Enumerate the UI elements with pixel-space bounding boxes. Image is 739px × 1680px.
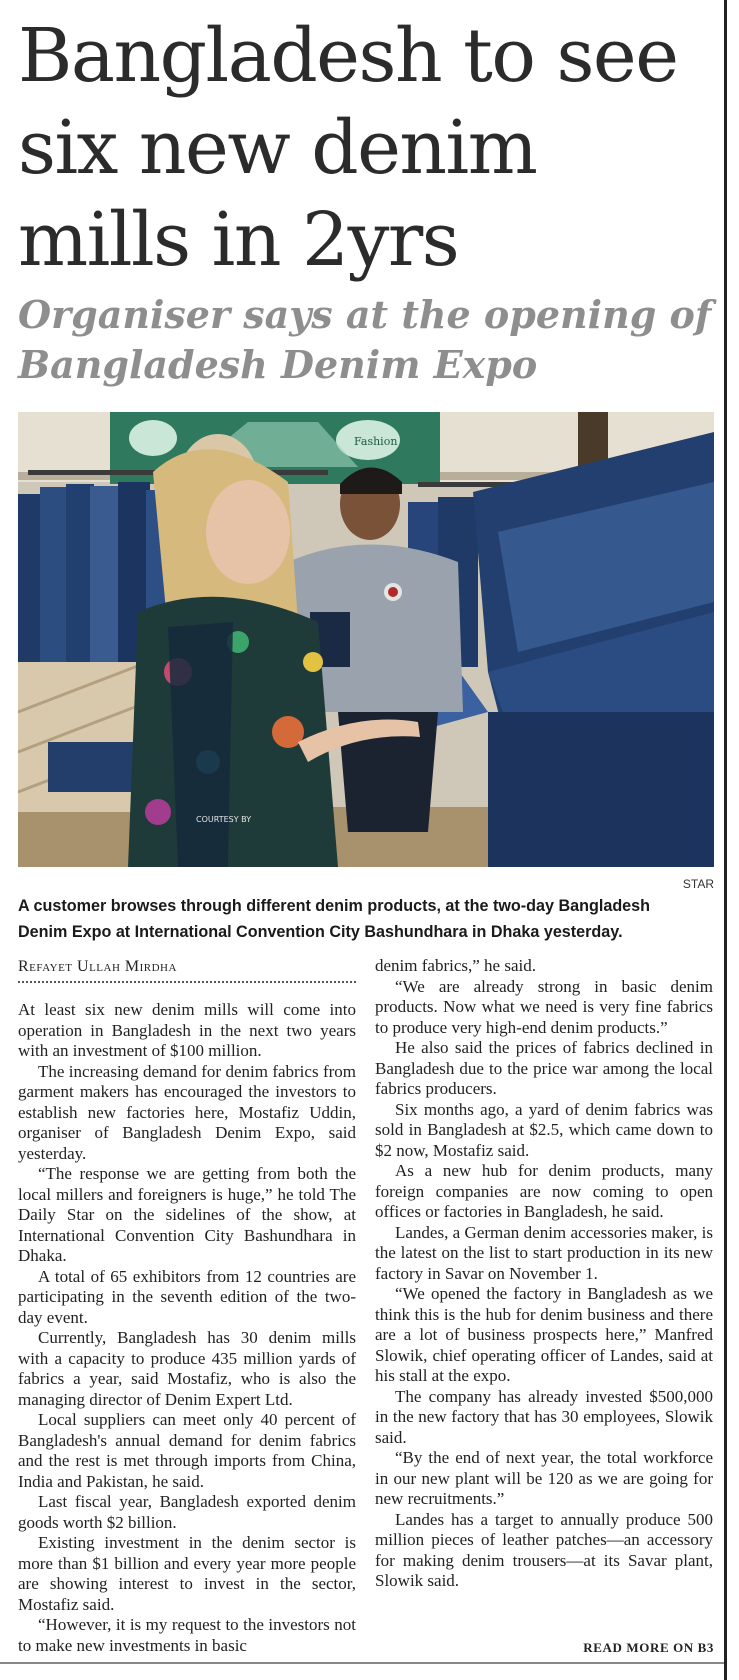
- paragraph: As a new hub for denim products, many foreign companies are now coming to open offices or factories in Bangladesh, he said.: [375, 1161, 713, 1221]
- page-edge-rule: [724, 0, 727, 1680]
- paragraph: Landes, a German denim accessories maker, is the latest on the list to start production in its new factory in Savar on November 1.: [375, 1222, 713, 1283]
- article-column-2: [375, 956, 713, 1592]
- paragraph: Last fiscal year, Bangladesh exported denim goods worth $2 billion.: [18, 1492, 356, 1532]
- subheadline: Organiser says at the opening of Bangladesh Denim Expo: [18, 292, 712, 387]
- banner-word: Fashion: [354, 435, 398, 448]
- paragraph: Local suppliers can meet only 40 percent of Bangladesh's annual demand for denim fabrics and the rest is met through imports from China, India and Pakistan, he said.: [18, 1410, 356, 1491]
- article-column-1: [18, 1000, 356, 1656]
- paragraph: denim fabrics,” he said.: [375, 956, 536, 975]
- photo-credit: STAR: [682, 877, 714, 891]
- paragraph: He also said the prices of fabrics declined in Bangladesh due to the price war among the local fabrics producers.: [375, 1038, 713, 1098]
- paragraph: The company has already invested $500,000 in the new factory that has 30 employees, Slowik said.: [375, 1386, 713, 1447]
- bag-text: COURTESY BY: [196, 815, 252, 824]
- paragraph: “We opened the factory in Bangladesh as we think this is the hub for denim business and there are a lot of business prospects here,” Manfred Slowik, chief operating officer of Landes, said at his stall at the expo.: [375, 1284, 713, 1385]
- paragraph: At least six new denim mills will come into operation in Bangladesh in the next two years with an investment of $100 million.: [18, 1000, 356, 1060]
- read-more-link[interactable]: READ MORE ON B3: [583, 1640, 714, 1655]
- paragraph: “We are already strong in basic denim products. Now what we need is very fine fabrics to produce very high-end denim products.”: [375, 976, 713, 1037]
- paragraph: The increasing demand for denim fabrics from garment makers has encouraged the investors to establish new factories here, Mostafiz Uddin, organiser of Bangladesh Denim Expo, said yesterday.: [18, 1061, 356, 1163]
- paragraph: Currently, Bangladesh has 30 denim mills with a capacity to produce 435 million yards of fabrics a year, said Mostafiz, who is also the managing director of Denim Expert Ltd.: [18, 1328, 356, 1409]
- paragraph: “The response we are getting from both the local millers and foreigners is huge,” he told The Daily Star on the sidelines of the show, at International Convention City Bashundhara in Dhaka.: [18, 1164, 356, 1265]
- paragraph: Existing investment in the denim sector is more than $1 billion and every year more people are showing interest to invest in the sector, Mostafiz said.: [18, 1533, 356, 1614]
- expo-photo: [18, 412, 714, 867]
- headline: Bangladesh to see six new denim mills in 2yrs: [18, 13, 678, 283]
- paragraph: “However, it is my request to the investors not to make new investments in basic: [18, 1615, 356, 1655]
- paragraph: “By the end of next year, the total workforce in our new plant will be 120 as we are going for new recruitments.”: [375, 1448, 713, 1508]
- bottom-divider: [0, 1662, 724, 1664]
- paragraph: A total of 65 exhibitors from 12 countries are participating in the seventh edition of the two-day event.: [18, 1266, 356, 1327]
- photo-caption: A customer browses through different denim products, at the two-day Bangladesh Denim Expo at International Convention City Bashundhara in Dhaka yesterday.: [18, 896, 651, 941]
- byline: Refayet Ullah Mirdha: [18, 958, 177, 975]
- byline-divider: [18, 981, 356, 983]
- paragraph: Landes has a target to annually produce 500 million pieces of leather patches—an accessory for making denim trousers—at its Savar plant, Slowik said.: [375, 1509, 713, 1590]
- paragraph: Six months ago, a yard of denim fabrics was sold in Bangladesh at $2.5, which came down to $2 now, Mostafiz said.: [375, 1099, 713, 1160]
